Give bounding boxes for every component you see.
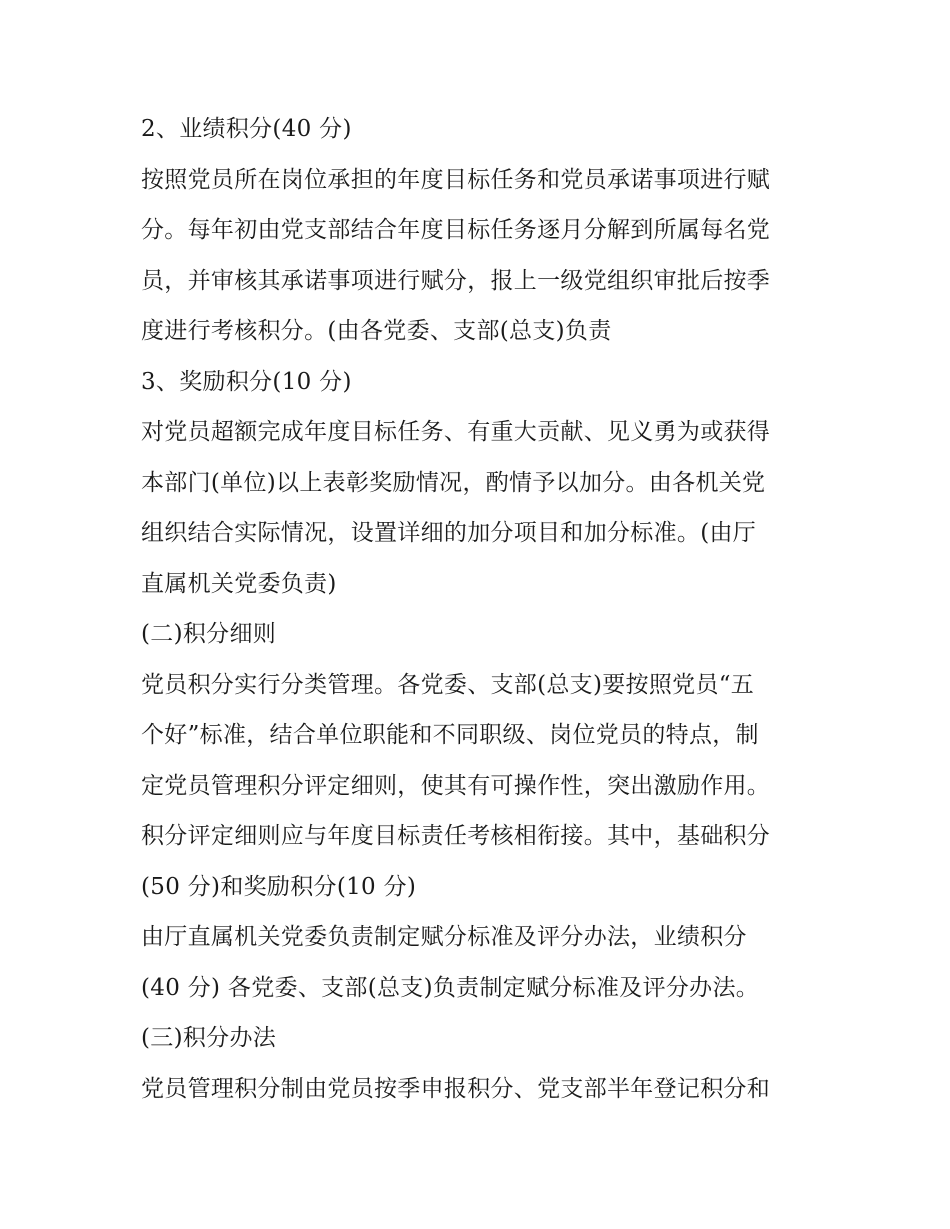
- heading-performance-points: 2、业绩积分(40 分): [141, 116, 352, 142]
- paragraph-line: 对党员超额完成年度目标任务、有重大贡献、见义勇为或获得: [141, 419, 771, 445]
- paragraph-line: 分。每年初由党支部结合年度目标任务逐月分解到所属每名党: [141, 217, 771, 243]
- paragraph-line: 员，并审核其承诺事项进行赋分，报上一级党组织审批后按季: [141, 267, 771, 294]
- paragraph-line: 由厅直属机关党委负责制定赋分标准及评分办法，业绩积分: [141, 924, 747, 950]
- heading-points-rules: (二)积分细则: [141, 621, 277, 647]
- document-body: [141, 111, 841, 1121]
- paragraph-line: 党员积分实行分类管理。各党委、支部(总支)要按照党员“五: [141, 671, 755, 698]
- paragraph-line: 定党员管理积分评定细则，使其有可操作性，突出激励作用。: [141, 772, 771, 799]
- paragraph-line: 组织结合实际情况，设置详细的加分项目和加分标准。(由厅: [141, 520, 757, 546]
- paragraph-line: (40 分) 各党委、支部(总支)负责制定赋分标准及评分办法。: [141, 974, 760, 1001]
- paragraph-line: 度进行考核积分。(由各党委、支部(总支)负责: [141, 318, 612, 344]
- paragraph-line: 本部门(单位)以上表彰奖励情况，酌情予以加分。由各机关党: [141, 469, 766, 496]
- paragraph-line: 党员管理积分制由党员按季申报积分、党支部半年登记积分和: [141, 1075, 771, 1102]
- paragraph-line: 积分评定细则应与年度目标责任考核相衔接。其中，基础积分: [141, 823, 771, 849]
- paragraph-line: 个好”标准，结合单位职能和不同职级、岗位党员的特点，制: [141, 722, 759, 748]
- paragraph-line: 按照党员所在岗位承担的年度目标任务和党员承诺事项进行赋: [141, 166, 771, 193]
- heading-points-method: (三)积分办法: [141, 1025, 277, 1051]
- heading-reward-points: 3、奖励积分(10 分): [141, 368, 352, 395]
- paragraph-line: 直属机关党委负责): [141, 570, 337, 597]
- paragraph-line: (50 分)和奖励积分(10 分): [141, 873, 417, 900]
